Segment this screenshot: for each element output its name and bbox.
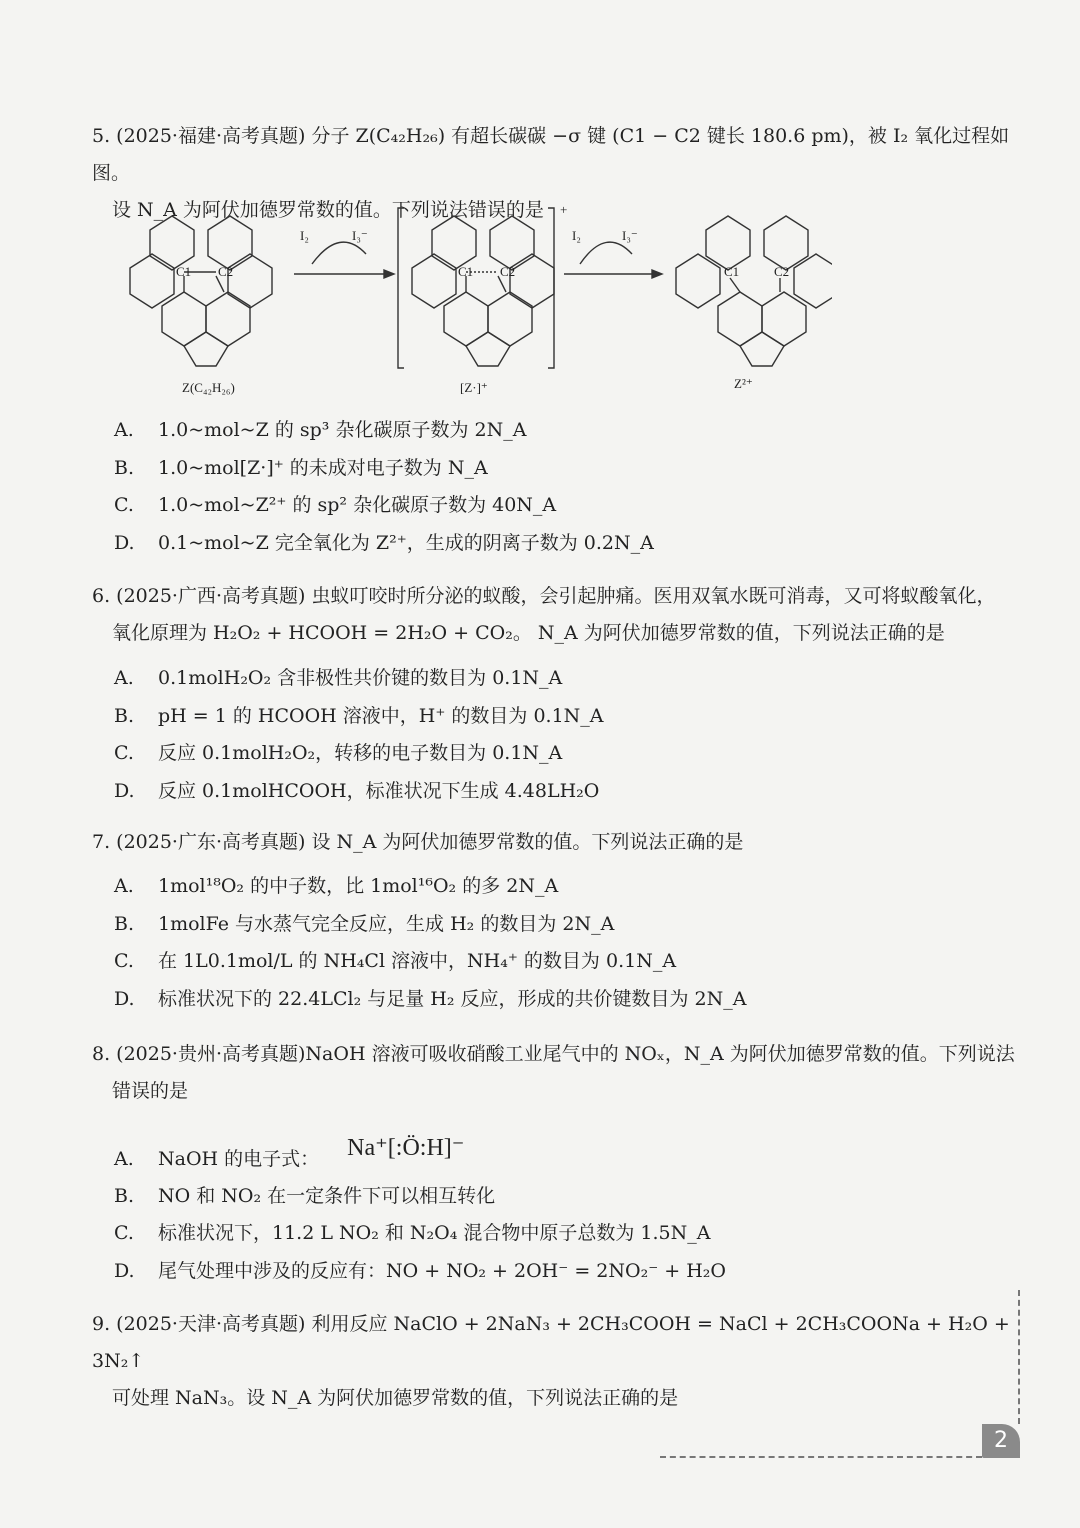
q6-options xyxy=(114,660,604,810)
label-c1-mid: C1 xyxy=(458,264,474,279)
q6-option-d: D. 反应 0.1molHCOOH，标准状况下生成 4.48LH₂O xyxy=(114,779,600,802)
question-8 xyxy=(92,1036,1022,1110)
q7-option-a: A. 1mol¹⁸O₂ 的中子数，比 1mol¹⁶O₂ 的多 2N_A xyxy=(114,875,559,897)
dashed-border-vertical xyxy=(1018,1290,1020,1424)
q5-stem-line1: 5. (2025·福建·高考真题) 分子 Z(C₄₂H₂₆) 有超长碳碳 −σ 键 (C1 − C2 键长 180.6 pm)，被 I₂ 氧化过程如图。 xyxy=(92,125,1010,184)
q9-stem-line2: 可处理 NaN₃。设 N_A 为阿伏加德罗常数的值，下列说法正确的是 xyxy=(112,1387,679,1409)
q6-option-b: B. pH = 1 的 HCOOH 溶液中，H⁺ 的数目为 0.1N_A xyxy=(114,704,604,727)
q7-stem-line1: 7. (2025·广东·高考真题) 设 N_A 为阿伏加德罗常数的值。下列说法正确的是 xyxy=(92,831,744,853)
figure-label-z: Z(C₄₂H₂₆) xyxy=(182,380,235,395)
molecule-z-radical xyxy=(412,216,554,366)
q7-options xyxy=(114,868,746,1018)
q8-options xyxy=(114,1135,726,1290)
q8-option-c: C. 标准状况下，11.2 L NO₂ 和 N₂O₄ 混合物中原子总数为 1.5N_A xyxy=(114,1222,711,1244)
label-c2-mid: C2 xyxy=(500,264,516,279)
q7-option-d: D. 标准状况下的 22.4LCl₂ 与足量 H₂ 反应，形成的共价键数目为 2N_A xyxy=(114,987,747,1010)
q8-stem-line2: 错误的是 xyxy=(112,1080,189,1102)
reaction-figure xyxy=(112,196,832,406)
dashed-border-horizontal xyxy=(660,1456,982,1458)
question-9 xyxy=(92,1306,1022,1417)
question-6 xyxy=(92,578,1022,652)
molecule-z xyxy=(130,216,272,366)
q6-stem-line2: 氧化原理为 H₂O₂ + HCOOH = 2H₂O + CO₂。 N_A 为阿伏加德罗常数的值，下列说法正确的是 xyxy=(112,622,945,644)
arrow2-product: I₃⁻ xyxy=(622,228,638,243)
label-c1-left: C1 xyxy=(176,264,192,279)
q7-option-c: C. 在 1L0.1mol/L 的 NH₄Cl 溶液中，NH₄⁺ 的数目为 0.1N_A xyxy=(114,950,677,972)
arrow2-reagent: I₂ xyxy=(572,228,581,243)
q5-option-c: C. 1.0~mol~Z²⁺ 的 sp² 杂化碳原子数为 40N_A xyxy=(114,494,557,516)
q6-option-a: A. 0.1molH₂O₂ 含非极性共价键的数目为 0.1N_A xyxy=(114,667,563,689)
q5-option-b: B. 1.0~mol[Z·]⁺ 的未成对电子数为 N_A xyxy=(114,456,488,479)
q7-option-b: B. 1molFe 与水蒸气完全反应，生成 H₂ 的数目为 2N_A xyxy=(114,912,615,935)
naoh-electron-formula: Na⁺[:Ö:H]⁻ xyxy=(347,1135,465,1161)
q5-option-a: A. 1.0~mol~Z 的 sp³ 杂化碳原子数为 2N_A xyxy=(114,419,527,441)
q5-stem-line2: 设 N_A 为阿伏加德罗常数的值。下列说法错误的是 xyxy=(112,199,544,221)
arrow1-reagent: I₂ xyxy=(300,228,309,243)
curved-arrow-1 xyxy=(312,242,366,264)
page-number: 2 xyxy=(982,1424,1020,1458)
label-c1-right: C1 xyxy=(724,264,740,279)
figure-label-z-dication: Z²⁺ xyxy=(734,376,753,391)
q6-stem-line1: 6. (2025·广西·高考真题) 虫蚁叮咬时所分泌的蚁酸，会引起肿痛。医用双氧水既可消毒，又可将蚁酸氧化， xyxy=(92,585,996,607)
q6-option-c: C. 反应 0.1molH₂O₂，转移的电子数目为 0.1N_A xyxy=(114,742,563,764)
question-7 xyxy=(92,824,1022,861)
figure-label-z-radical: [Z·]⁺ xyxy=(460,380,488,395)
label-c2-left: C2 xyxy=(218,264,234,279)
arrow1-product: I₃⁻ xyxy=(352,228,368,243)
q8-option-b: B. NO 和 NO₂ 在一定条件下可以相互转化 xyxy=(114,1184,496,1207)
q5-options xyxy=(114,412,654,562)
q8-stem-line1: 8. (2025·贵州·高考真题)NaOH 溶液可吸收硝酸工业尾气中的 NOₓ，N_A 为阿伏加德罗常数的值。下列说法 xyxy=(92,1043,1015,1065)
q8-option-d: D. 尾气处理中涉及的反应有：NO + NO₂ + 2OH⁻ = 2NO₂⁻ + H₂O xyxy=(114,1259,726,1282)
bracket-charge: + xyxy=(560,202,568,217)
curved-arrow-2 xyxy=(580,242,632,264)
label-c2-right: C2 xyxy=(774,264,790,279)
q5-option-d: D. 0.1~mol~Z 完全氧化为 Z²⁺，生成的阴离子数为 0.2N_A xyxy=(114,531,654,554)
molecule-z-dication xyxy=(676,216,832,366)
q9-stem-line1: 9. (2025·天津·高考真题) 利用反应 NaClO + 2NaN₃ + 2CH₃COOH = NaCl + 2CH₃COONa + H₂O + 3N₂↑ xyxy=(92,1313,1010,1372)
q8-option-a: A. NaOH 的电子式： Na⁺[:Ö:H]⁻ xyxy=(114,1135,465,1170)
